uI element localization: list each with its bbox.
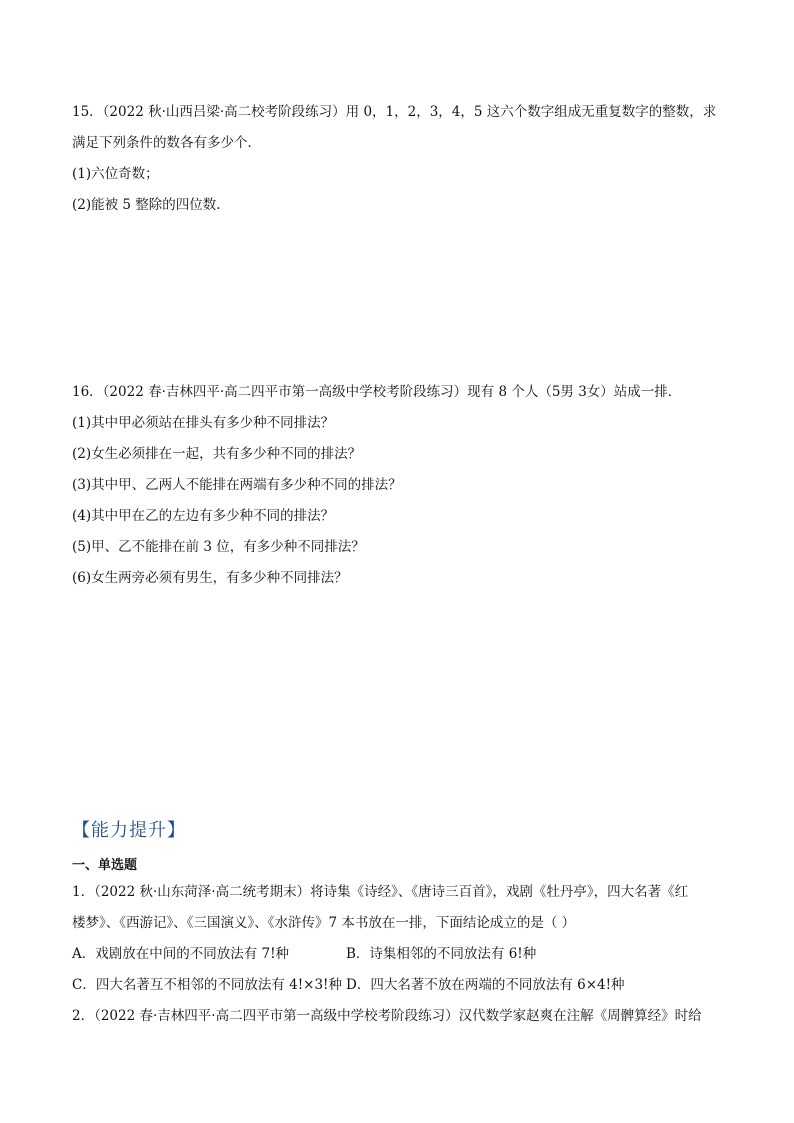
mc2-line-1: 2．（2022 春·吉林四平·高二四平市第一高级中学校考阶段练习）汉代数学家赵爽在注解《周髀算经》时给	[72, 1008, 702, 1024]
q15-line-1: 15．（2022 秋·山西吕梁·高二校考阶段练习）用 0，1，2，3，4，5 这六个数字组成无重复数字的整数，求	[72, 104, 717, 120]
q15-part-1: (1)六位奇数；	[72, 166, 159, 182]
mc1-option-c: C．四大名著互不相邻的不同放法有 4!×3!种	[72, 977, 342, 993]
mc1-option-d: D．四大名著不放在两端的不同放法有 6×4!种	[346, 977, 625, 993]
mc1-line-2: 楼梦》、《西游记》、《三国演义》、《水浒传》7 本书放在一排，下面结论成立的是（ ）	[72, 915, 576, 931]
q16-line-1: 16．（2022 春·吉林四平·高二四平市第一高级中学校考阶段练习）现有 8 个人（5男 3女）站成一排．	[72, 384, 682, 400]
q16-part-2: (2)女生必须排在一起，共有多少种不同的排法？	[72, 446, 362, 462]
q16-part-6: (6)女生两旁必须有男生，有多少种不同排法？	[72, 570, 348, 586]
q16-part-1: (1)其中甲必须站在排头有多少种不同排法？	[72, 415, 335, 431]
mc1-option-b: B．诗集相邻的不同放法有 6!种	[346, 946, 537, 962]
section-title: 【能力提升】	[72, 820, 186, 841]
q16-part-4: (4)其中甲在乙的左边有多少种不同的排法？	[72, 508, 335, 524]
section-subheading: 一、单选题	[72, 858, 138, 873]
q15-line-2: 满足下列条件的数各有多少个．	[72, 135, 261, 151]
q16-part-3: (3)其中甲、乙两人不能排在两端有多少种不同的排法？	[72, 477, 402, 493]
mc1-line-1: 1．（2022 秋·山东菏泽·高二统考期末）将诗集《诗经》、《唐诗三百首》，戏剧《牡丹亭》，四大名著《红	[72, 884, 689, 900]
q15-part-2: (2)能被 5 整除的四位数.	[72, 197, 221, 213]
mc1-option-a: A．戏剧放在中间的不同放法有 7!种	[72, 946, 290, 962]
q16-part-5: (5)甲、乙不能排在前 3 位，有多少种不同排法？	[72, 539, 365, 555]
